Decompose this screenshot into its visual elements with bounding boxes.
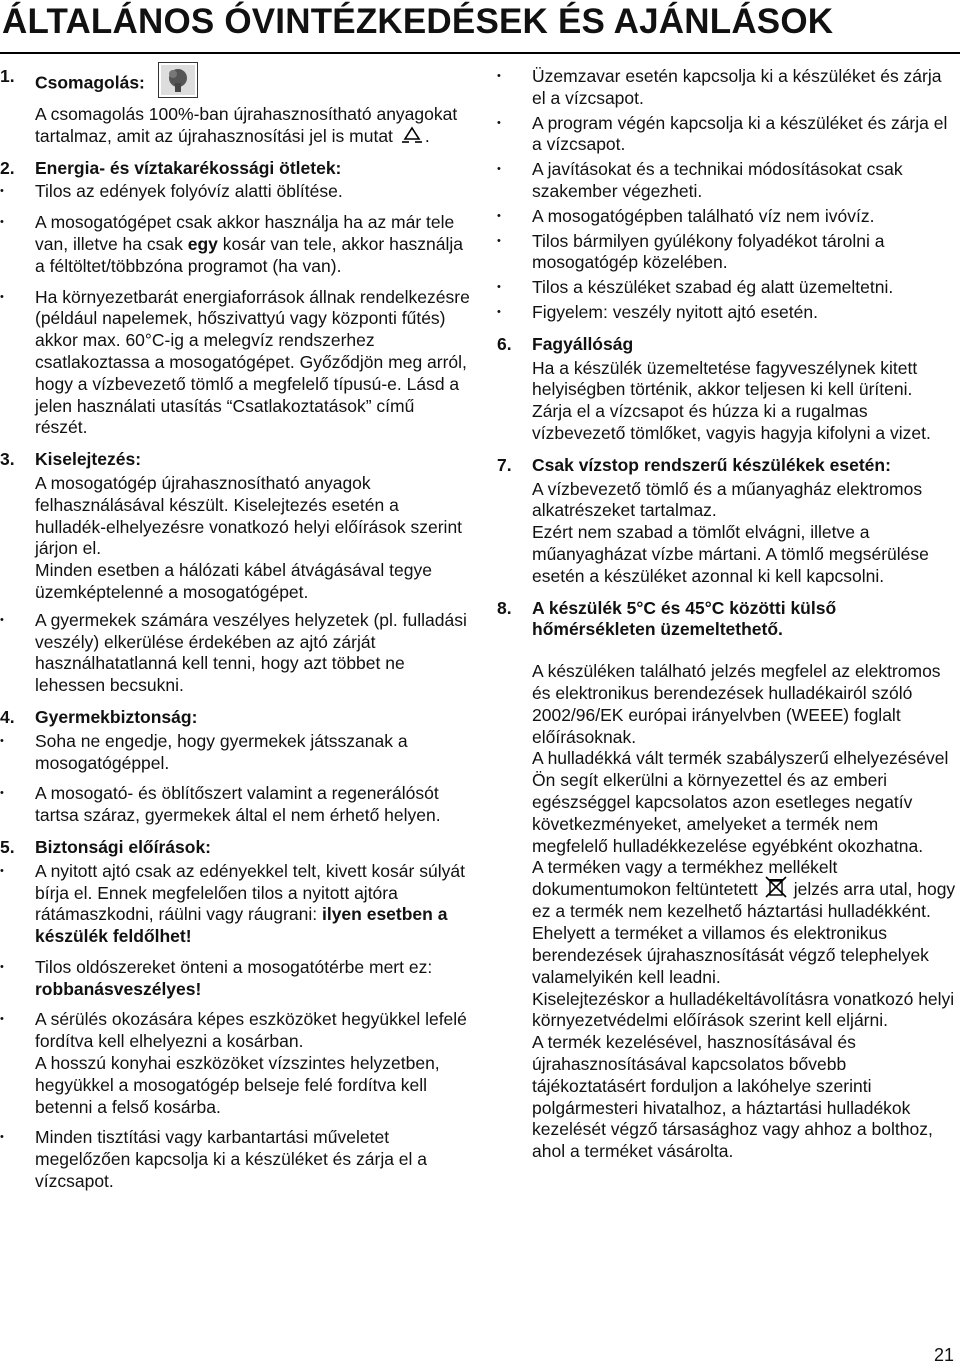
section-child-safety xyxy=(0,707,470,827)
page-title: ÁLTALÁNOS ÓVINTÉZKEDÉSEK ÉS AJÁNLÁSOK xyxy=(2,2,834,41)
paragraph: A mosogatógép újrahasznosítható anyagok felhasználásával készült. Kiselejtezés esetén a hulladék-elhelyezésre vonatkozó helyi előírások szerint járjon el. xyxy=(35,472,463,559)
section-title: Gyermekbiztonság: xyxy=(35,706,198,727)
list-item: • A mosogatógépet csak akkor használja ha az már tele van, illetve ha csak egy kosár van tele, akkor használja a féltöltet/többzóna programot (ha van). xyxy=(35,212,470,277)
section-heading xyxy=(0,706,470,729)
section-number: 8. xyxy=(497,597,512,618)
list-item: • A program végén kapcsolja ki a készüléket és zárja el a vízcsapot. xyxy=(532,113,957,157)
list-item: • A mosogató- és öblítőszert valamint a regenerálósót tartsa száraz, gyermekek által el nem érhető helyen. xyxy=(35,783,470,827)
paragraph: A készüléken található jelzés megfelel az elektromos és elektronikus berendezések hulladékairól szóló 2002/96/EK európai irányelvben (WEEE) foglalt előírásoknak. xyxy=(532,661,941,747)
section-heading xyxy=(497,333,957,356)
child-safety-list xyxy=(35,731,470,827)
packaging-icon xyxy=(158,62,198,98)
section-title: Fagyállóság xyxy=(532,333,634,354)
section-title: Energia- és víztakarékossági ötletek: xyxy=(35,157,342,178)
paragraph: A termék kezelésével, hasznosításával és újrahasznosításával kapcsolatos bővebb tájékoztatásért forduljon a lakóhelye szerinti polgármesteri hivatalhoz, a háztartási hulladékok kezelését végző társasághoz vagy ahhoz a bolthoz, ahol a terméket vásárolta. xyxy=(532,1032,933,1162)
crossed-bin-icon xyxy=(764,876,788,898)
energy-tips-list xyxy=(35,181,470,439)
section-title: Csak vízstop rendszerű készülékek esetén: xyxy=(532,454,891,475)
list-item: • Tilos bármilyen gyúlékony folyadékot tárolni a mosogatógép közelében. xyxy=(532,231,957,275)
disposal-list xyxy=(35,610,470,697)
paragraph: Ha a készülék üzemeltetése fagyveszélynek kitett helyiségben történik, akkor teljesen ki kell üríteni. xyxy=(532,357,918,400)
section-number: 2. xyxy=(0,157,15,178)
list-item: • A nyitott ajtó csak az edényekkel telt, kivett kosár súlyát bírja el. Ennek megfelelően tilos a nyitott ajtóra rátámaszkodni, ráülni vagy ráugrani: ilyen esetben a készülék feldőlhet! xyxy=(35,861,470,948)
list-item: • A mosogatógépben található víz nem ivóvíz. xyxy=(532,206,957,228)
section-number: 1. xyxy=(0,66,15,86)
list-item: • Figyelem: veszély nyitott ajtó esetén. xyxy=(532,302,957,324)
section-title: A készülék 5°C és 45°C közötti külső hőmérsékleten üzemeltethető. xyxy=(532,597,837,640)
paragraph: A terméken vagy a termékhez mellékelt dokumentumokon feltüntetett jelzés arra utal, hogy ez a termék nem kezelhető háztartási hulladékként. Ehelyett a terméket a villamos és elektronikus berendezések újrahasznosítását végző telephelyek valamelyikén kell leadni. xyxy=(532,857,956,987)
list-item: • Üzemzavar esetén kapcsolja ki a készüléket és zárja el a vízcsapot. xyxy=(532,66,957,110)
paragraph: A vízbevezető tömlő és a műanyagház elektromos alkatrészeket tartalmaz. xyxy=(532,478,923,521)
section-frost xyxy=(497,334,957,445)
paragraph: Zárja el a vízcsapot és húzza ki a rugalmas vízbevezető tömlőket, vagyis hagyja kifolyni a vizet. xyxy=(532,401,931,443)
section-heading xyxy=(497,454,957,477)
list-item: • A javításokat és a technikai módosításokat csak szakember végezheti. xyxy=(532,159,957,203)
list-item: • Tilos oldószereket önteni a mosogatótérbe mert ez: robbanásveszélyes! xyxy=(35,957,470,1001)
paragraph: Minden esetben a hálózati kábel átvágásával tegye üzemképtelenné a mosogatógépet. xyxy=(35,560,432,602)
section-waterstop xyxy=(497,455,957,588)
section-heading xyxy=(497,597,957,642)
list-item: • Soha ne engedje, hogy gyermekek játsszanak a mosogatógéppel. xyxy=(35,731,470,775)
safety-rules-list xyxy=(35,861,470,1193)
section-title: Csomagolás: xyxy=(35,72,145,93)
section-packaging xyxy=(0,66,470,148)
section-heading xyxy=(0,66,470,102)
section-heading xyxy=(0,157,470,180)
section-number: 5. xyxy=(0,836,15,857)
section-number: 4. xyxy=(0,706,15,727)
recycle-icon xyxy=(399,126,425,144)
title-rule xyxy=(0,52,960,54)
paragraph: Ezért nem szabad a tömlőt elvágni, illetve a műanyagházat vízbe mártani. A tömlő megsérülése esetén a készüléket azonnal ki kell kapcsolni. xyxy=(532,522,929,586)
section-number: 6. xyxy=(497,333,512,354)
list-item: • Tilos az edények folyóvíz alatti öblítése. xyxy=(35,181,470,203)
section-safety-rules xyxy=(0,837,470,1193)
section-safety-continued xyxy=(497,66,957,324)
section-title: Kiselejtezés: xyxy=(35,449,142,470)
section-number: 3. xyxy=(0,449,15,470)
section-heading xyxy=(0,449,470,471)
safety-continued-list xyxy=(532,66,957,324)
paragraph: Kiselejtezéskor a hulladékeltávolításra vonatkozó helyi környezetvédelmi előírások szerint kell eljárni. xyxy=(532,988,955,1031)
list-item: • Ha környezetbarát energiaforrások állnak rendelkezésre (például napelemek, hőszivattyú vagy központi fűtés) akkor max. 60°C-ig a melegvíz rendszerhez csatlakoztassa a mosogatógépet. Győződjön meg arról, hogy a vízbevezető tömlő a megfelelő típusú-e. Lásd a jelen használati utasítás “Csatlakoztatások” című részét. xyxy=(35,287,470,440)
right-column xyxy=(497,66,957,1173)
section-number: 7. xyxy=(497,454,512,475)
section-title: Biztonsági előírások: xyxy=(35,836,212,857)
list-item: • A gyermekek számára veszélyes helyzetek (pl. fulladási veszély) elkerülése érdekében az ajtó zárját használhatatlanná kell tenni, hogy azt többet ne lehessen becsukni. xyxy=(35,610,470,697)
section-temperature-weee xyxy=(497,598,957,1164)
list-item: • Tilos a készüléket szabad ég alatt üzemeltetni. xyxy=(532,277,957,299)
section-heading xyxy=(0,836,470,859)
list-item: • Minden tisztítási vagy karbantartási műveletet megelőzően kapcsolja ki a készüléket és zárja el a vízcsapot. xyxy=(35,1127,470,1192)
list-item: • A sérülés okozására képes eszközöket hegyükkel lefelé fordítva kell elhelyezni a kosárban. A hosszú konyhai eszközöket vízszintes helyzetben, hegyükkel a mosogatógép belseje felé fordítva kell betenni a felső kosárba. xyxy=(35,1009,470,1118)
section-disposal xyxy=(0,449,470,697)
section-energy-saving xyxy=(0,158,470,440)
left-column xyxy=(0,66,470,1203)
packaging-text: A csomagolás 100%-ban újrahasznosítható anyagokat tartalmaz, amit az újrahasznosítási jel is mutat . xyxy=(35,104,458,146)
page-number: 21 xyxy=(933,1345,954,1365)
paragraph: A hulladékká vált termék szabályszerű elhelyezésével Ön segít elkerülni a környezettel és az emberi egészséggel kapcsolatos azon esetleges negatív következményeket, amelyeket a termék nem megfelelő hulladékkezelése egyébként okozhatna. xyxy=(532,748,949,856)
